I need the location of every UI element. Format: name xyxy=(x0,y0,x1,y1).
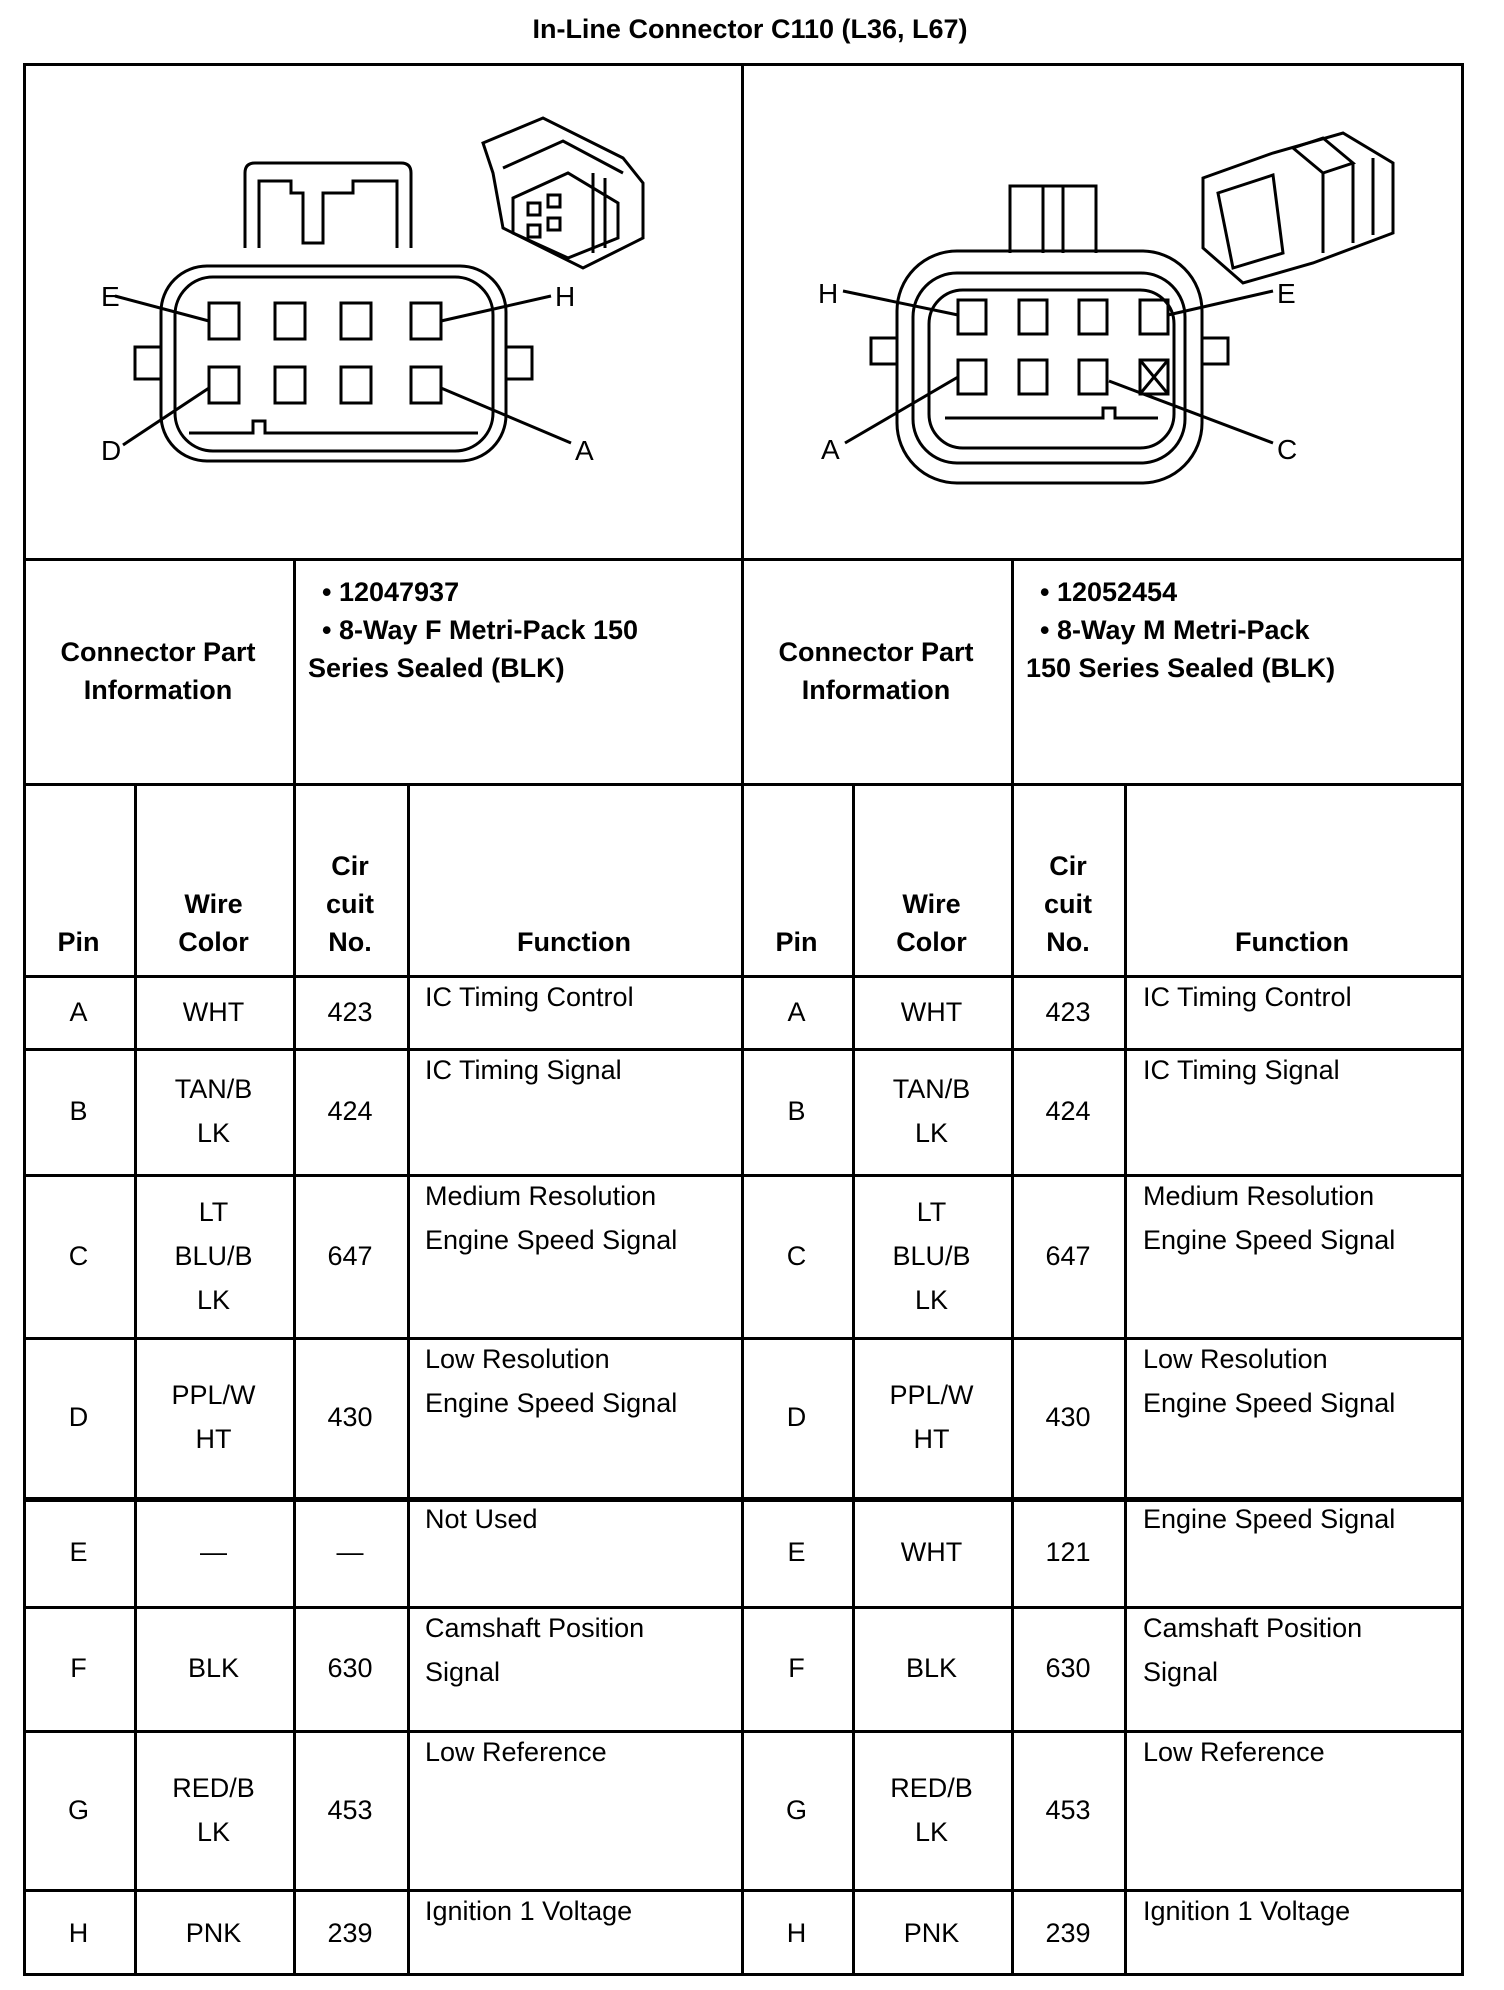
male-connector-3d-icon xyxy=(1203,133,1393,283)
page-title: In-Line Connector C110 (L36, L67) xyxy=(532,14,968,44)
circuit-cell-line: 453 xyxy=(1045,1794,1091,1825)
pin-cell xyxy=(741,1497,852,1606)
circuit-cell xyxy=(1011,1174,1125,1337)
function-cell xyxy=(407,1606,741,1730)
connector-part-info-label xyxy=(741,558,1011,783)
header-function xyxy=(407,783,741,961)
circuit-cell xyxy=(293,1606,407,1730)
wire-color-cell-line: HT xyxy=(195,1424,232,1454)
header-pin xyxy=(23,783,134,961)
pin-label-h: H xyxy=(555,281,576,312)
pin-cell xyxy=(741,1174,852,1337)
circuit-cell xyxy=(293,1174,407,1337)
function-cell-line: Medium Resolution xyxy=(425,1181,657,1211)
circuit-cell-line: 239 xyxy=(327,1917,373,1948)
grid-line xyxy=(293,558,296,783)
part-info-line: Series Sealed (BLK) xyxy=(308,653,565,683)
female-connector-3d-icon xyxy=(483,118,643,268)
function-cell xyxy=(1125,1889,1459,1976)
pin-cell-line: F xyxy=(788,1653,805,1683)
wire-color-cell-line: — xyxy=(200,1536,227,1567)
wire-color-cell xyxy=(134,1337,293,1497)
pin-cell-line: B xyxy=(787,1096,806,1126)
pin-cell xyxy=(23,975,134,1048)
circuit-cell-line: 424 xyxy=(1045,1096,1091,1126)
pin-cell xyxy=(23,1730,134,1889)
pin-cell-line: E xyxy=(69,1536,88,1567)
pin-label-d: D xyxy=(101,435,122,466)
pin-cell xyxy=(23,1048,134,1174)
header-line: Wire xyxy=(184,889,243,919)
connector-part-info xyxy=(1026,573,1335,687)
wire-color-cell-line: PPL/W xyxy=(889,1380,974,1410)
connector-part-info-label xyxy=(23,558,293,783)
pin-cell-line: D xyxy=(68,1402,89,1432)
wire-color-cell-line: BLU/B xyxy=(892,1240,971,1271)
circuit-cell xyxy=(293,1889,407,1976)
pin-cell xyxy=(741,1048,852,1174)
wire-color-cell-line: LK xyxy=(196,1816,231,1847)
circuit-cell-line: 647 xyxy=(1045,1240,1091,1271)
function-cell xyxy=(1125,1497,1459,1606)
circuit-cell xyxy=(293,1337,407,1497)
pin-cell xyxy=(23,1497,134,1606)
grid-line xyxy=(1011,558,1014,783)
wire-color-cell xyxy=(852,1730,1011,1889)
wire-color-cell-line: HT xyxy=(913,1424,950,1454)
connector-part-info xyxy=(308,573,638,687)
pin-cell xyxy=(741,1889,852,1976)
pin-cell-line: A xyxy=(787,996,806,1027)
function-cell-line: Engine Speed Signal xyxy=(1143,1504,1396,1534)
function-cell xyxy=(1125,975,1459,1048)
wire-color-cell-line: RED/B xyxy=(890,1772,973,1803)
header-line: Cir xyxy=(331,851,369,881)
wire-color-cell-line: LK xyxy=(914,1284,949,1315)
header-line: No. xyxy=(1046,927,1090,957)
wire-color-cell xyxy=(134,1497,293,1606)
circuit-cell-line: 121 xyxy=(1045,1536,1091,1567)
pin-cell xyxy=(741,1730,852,1889)
wire-color-cell xyxy=(852,975,1011,1048)
circuit-cell-line: 239 xyxy=(1045,1917,1091,1948)
circuit-cell xyxy=(293,975,407,1048)
function-cell-line: Camshaft Position xyxy=(1143,1613,1363,1643)
part-info-line: 150 Series Sealed (BLK) xyxy=(1026,653,1336,683)
pin-cell-line: D xyxy=(786,1402,807,1432)
header-function xyxy=(1125,783,1459,961)
circuit-cell xyxy=(1011,1889,1125,1976)
wire-color-cell-line: LT xyxy=(916,1196,947,1227)
circuit-cell xyxy=(1011,1730,1125,1889)
wire-color-cell-line: WHT xyxy=(900,996,963,1027)
header-line: Color xyxy=(178,927,249,957)
pin-label-a: A xyxy=(575,435,594,466)
wire-color-cell xyxy=(852,1337,1011,1497)
wire-color-cell xyxy=(852,1497,1011,1606)
wire-color-cell xyxy=(852,1889,1011,1976)
label-line: Connector Part xyxy=(60,636,256,667)
function-cell-line: Not Used xyxy=(425,1504,538,1534)
wire-color-cell-line: TAN/B xyxy=(892,1074,971,1104)
wire-color-cell-line: PPL/W xyxy=(171,1380,256,1410)
pin-label-e: E xyxy=(101,281,120,312)
header-line: cuit xyxy=(325,889,374,919)
wire-color-cell-line: LT xyxy=(198,1196,229,1227)
wire-color-cell xyxy=(134,975,293,1048)
pin-cell xyxy=(741,1606,852,1730)
wire-color-cell xyxy=(852,1606,1011,1730)
function-cell xyxy=(407,1730,741,1889)
circuit-cell xyxy=(1011,1497,1125,1606)
wire-color-cell-line: BLU/B xyxy=(174,1240,253,1271)
function-cell xyxy=(1125,1730,1459,1889)
circuit-cell xyxy=(1011,1337,1125,1497)
wire-color-cell-line: TAN/B xyxy=(174,1074,253,1104)
function-cell xyxy=(407,1174,741,1337)
circuit-cell-line: 630 xyxy=(1045,1653,1091,1683)
circuit-cell xyxy=(293,1048,407,1174)
pin-cell-line: G xyxy=(785,1794,807,1825)
function-cell xyxy=(1125,1048,1459,1174)
header-wire-color xyxy=(134,783,293,961)
pin-cell-line: E xyxy=(787,1536,806,1567)
circuit-cell-line: 424 xyxy=(327,1096,373,1126)
pin-cell xyxy=(741,975,852,1048)
wire-color-cell-line: RED/B xyxy=(172,1772,255,1803)
header-line: Cir xyxy=(1049,851,1087,881)
wire-color-cell xyxy=(134,1730,293,1889)
wire-color-cell-line: LK xyxy=(196,1118,231,1148)
pin-cell xyxy=(741,1337,852,1497)
function-cell xyxy=(407,1889,741,1976)
pin-cell-line: B xyxy=(69,1096,88,1126)
pin-cell xyxy=(23,1606,134,1730)
pin-cell-line: C xyxy=(68,1240,89,1271)
part-info-line: • 8-Way M Metri-Pack xyxy=(1040,615,1310,645)
wire-color-cell xyxy=(134,1889,293,1976)
wire-color-cell-line: LK xyxy=(196,1284,231,1315)
function-cell xyxy=(407,1048,741,1174)
function-cell-line: Low Reference xyxy=(425,1737,607,1767)
header-line: No. xyxy=(328,927,372,957)
function-cell-line: Low Resolution xyxy=(1143,1344,1328,1374)
circuit-cell-line: 453 xyxy=(327,1794,373,1825)
circuit-cell xyxy=(1011,1606,1125,1730)
function-cell-line: Engine Speed Signal xyxy=(425,1225,678,1255)
pin-label-c: C xyxy=(1277,434,1298,465)
pin-label-h: H xyxy=(818,278,839,309)
function-cell xyxy=(1125,1606,1459,1730)
circuit-cell xyxy=(293,1497,407,1606)
part-info-line: • 12052454 xyxy=(1040,577,1178,607)
function-cell-line: Ignition 1 Voltage xyxy=(425,1896,633,1926)
wire-color-cell xyxy=(134,1174,293,1337)
function-cell xyxy=(407,1337,741,1497)
function-cell-line: Engine Speed Signal xyxy=(425,1388,678,1418)
function-cell xyxy=(407,975,741,1048)
function-cell-line: Low Reference xyxy=(1143,1737,1325,1767)
part-info-line: • 8-Way F Metri-Pack 150 xyxy=(322,615,639,645)
pin-cell-line: H xyxy=(786,1917,807,1948)
female-connector-face xyxy=(115,163,571,461)
pin-cell-line: A xyxy=(69,996,88,1027)
function-cell-line: Medium Resolution xyxy=(1143,1181,1375,1211)
function-cell-line: IC Timing Signal xyxy=(425,1055,622,1085)
wire-color-cell xyxy=(134,1606,293,1730)
part-info-line: • 12047937 xyxy=(322,577,460,607)
header-line: cuit xyxy=(1043,889,1092,919)
function-cell-line: Camshaft Position xyxy=(425,1613,645,1643)
function-cell-line: Signal xyxy=(1143,1657,1219,1687)
pin-cell xyxy=(23,1337,134,1497)
wire-color-cell xyxy=(852,1048,1011,1174)
pin-cell-line: G xyxy=(67,1794,89,1825)
circuit-cell-line: 430 xyxy=(327,1402,373,1432)
wire-color-cell-line: BLK xyxy=(187,1653,240,1683)
wire-color-cell-line: PNK xyxy=(903,1917,960,1948)
pin-cell-line: F xyxy=(70,1653,87,1683)
header-line: Function xyxy=(1235,927,1349,957)
function-cell-line: Low Resolution xyxy=(425,1344,610,1374)
label-line: Information xyxy=(83,674,233,705)
wire-color-cell-line: WHT xyxy=(900,1536,963,1567)
wire-color-cell-line: PNK xyxy=(185,1917,242,1948)
function-cell-line: IC Timing Signal xyxy=(1143,1055,1340,1085)
function-cell xyxy=(1125,1174,1459,1337)
header-line: Pin xyxy=(775,927,818,957)
pin-cell-line: H xyxy=(68,1917,89,1948)
pin-cell xyxy=(23,1174,134,1337)
circuit-cell-line: 430 xyxy=(1045,1402,1091,1432)
header-circuit-no xyxy=(293,783,407,961)
label-line: Connector Part xyxy=(778,636,974,667)
header-line: Wire xyxy=(902,889,961,919)
function-cell-line: Engine Speed Signal xyxy=(1143,1225,1396,1255)
header-line: Function xyxy=(517,927,631,957)
circuit-cell-line: 423 xyxy=(1045,996,1091,1027)
pin-cell-line: C xyxy=(786,1240,807,1271)
wire-color-cell-line: WHT xyxy=(182,996,245,1027)
wire-color-cell xyxy=(852,1174,1011,1337)
function-cell-line: IC Timing Control xyxy=(425,982,634,1012)
header-circuit-no xyxy=(1011,783,1125,961)
header-wire-color xyxy=(852,783,1011,961)
pin-label-e: E xyxy=(1277,278,1296,309)
function-cell-line: Ignition 1 Voltage xyxy=(1143,1896,1351,1926)
function-cell xyxy=(407,1497,741,1606)
header-line: Pin xyxy=(57,927,100,957)
function-cell xyxy=(1125,1337,1459,1497)
header-pin xyxy=(741,783,852,961)
function-cell-line: IC Timing Control xyxy=(1143,982,1352,1012)
pin-cell xyxy=(23,1889,134,1976)
wire-color-cell-line: LK xyxy=(914,1816,949,1847)
circuit-cell-line: 423 xyxy=(327,996,373,1027)
wire-color-cell-line: LK xyxy=(914,1118,949,1148)
male-connector-face xyxy=(843,186,1273,483)
label-line: Information xyxy=(801,674,951,705)
circuit-cell xyxy=(293,1730,407,1889)
wire-color-cell-line: BLK xyxy=(905,1653,958,1683)
pin-label-a: A xyxy=(821,434,840,465)
header-line: Color xyxy=(896,927,967,957)
circuit-cell-line: 647 xyxy=(327,1240,373,1271)
function-cell-line: Signal xyxy=(425,1657,501,1687)
wire-color-cell xyxy=(134,1048,293,1174)
connector-diagrams xyxy=(23,63,1464,558)
circuit-cell xyxy=(1011,1048,1125,1174)
circuit-cell-line: 630 xyxy=(327,1653,373,1683)
function-cell-line: Engine Speed Signal xyxy=(1143,1388,1396,1418)
circuit-cell-line: — xyxy=(336,1536,364,1567)
circuit-cell xyxy=(1011,975,1125,1048)
